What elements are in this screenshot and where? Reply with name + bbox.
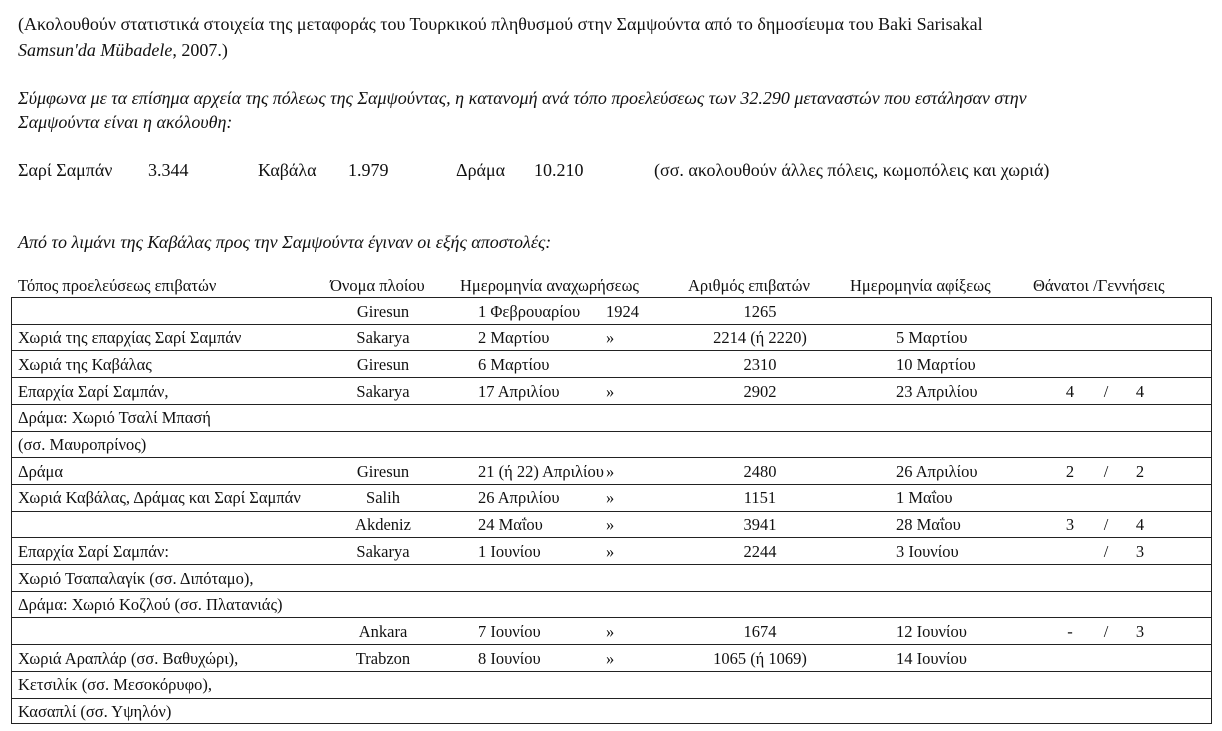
cell-origin: Χωριά της επαρχίας Σαρί Σαμπάν — [18, 328, 242, 348]
row-divider — [11, 350, 1212, 351]
cell-origin: Χωριά Καβάλας, Δράμας και Σαρί Σαμπάν — [18, 488, 301, 508]
cell-departure: 21 (ή 22) Απριλίου — [478, 461, 604, 481]
intro-line-1: (Ακολουθούν στατιστικά στοιχεία της μεταφοράς του Τουρκικού πληθυσμού στην Σαμψούντα από το δημοσίευμα του Baki Sarisakal — [18, 14, 983, 34]
cell-ship: Sakarya — [356, 381, 410, 401]
row-divider — [11, 457, 1212, 458]
publication-year: , 2007.) — [172, 40, 228, 60]
cell-ship: Giresun — [356, 301, 410, 321]
row-divider — [11, 564, 1212, 565]
stat-kavala-label: Καβάλα — [258, 160, 317, 180]
cell-passengers: 2310 — [743, 354, 777, 374]
cell-mark: » — [606, 541, 615, 561]
cell-passengers: 3941 — [743, 515, 777, 535]
stat-drama-value: 10.210 — [534, 160, 584, 180]
cell-passengers: 2480 — [743, 461, 777, 481]
cell-slash: / — [1103, 515, 1109, 535]
cell-departure: 1 Φεβρουαρίου — [478, 301, 581, 321]
cell-births: 3 — [1135, 621, 1145, 641]
cell-departure: 8 Ιουνίου — [478, 648, 541, 668]
cell-slash: / — [1103, 461, 1109, 481]
cell-ship: Giresun — [356, 461, 410, 481]
cell-departure: 6 Μαρτίου — [478, 354, 550, 374]
cell-arrival: 23 Απριλίου — [896, 381, 978, 401]
cell-origin: Δράμα: Χωριό Κοζλού (σσ. Πλατανιάς) — [18, 595, 283, 615]
row-divider — [11, 617, 1212, 618]
cell-ship: Trabzon — [355, 648, 411, 668]
cell-deaths: - — [1067, 621, 1073, 641]
cell-mark: » — [606, 461, 615, 481]
publication-title: Samsun'da Mübadele — [18, 40, 173, 60]
stat-sari-saban-label: Σαρί Σαμπάν — [18, 160, 113, 180]
cell-passengers: 1065 (ή 1069) — [713, 648, 807, 668]
cell-departure: 17 Απριλίου — [478, 381, 560, 401]
cell-origin: Δράμα — [18, 461, 63, 481]
cell-births: 4 — [1135, 381, 1145, 401]
cell-origin: Επαρχία Σαρί Σαμπάν: — [18, 541, 169, 561]
cell-arrival: 14 Ιουνίου — [896, 648, 967, 668]
cell-departure: 2 Μαρτίου — [478, 328, 550, 348]
cell-origin: Χωριά Αραπλάρ (σσ. Βαθυχώρι), — [18, 648, 239, 668]
cell-deaths: 3 — [1065, 515, 1075, 535]
intro-line-2 — [18, 38, 228, 62]
cell-origin: Κετσιλίκ (σσ. Μεσοκόρυφο), — [18, 675, 212, 695]
cell-passengers: 2244 — [743, 541, 777, 561]
cell-arrival: 26 Απριλίου — [896, 461, 978, 481]
stat-kavala-value: 1.979 — [348, 160, 389, 180]
cell-arrival: 28 Μαΐου — [896, 515, 961, 535]
stat-sari-saban-value: 3.344 — [148, 160, 189, 180]
stat-note: (σσ. ακολουθούν άλλες πόλεις, κωμοπόλεις και χωριά) — [654, 160, 1050, 180]
cell-mark: » — [606, 515, 615, 535]
row-divider — [11, 324, 1212, 325]
cell-origin: Δράμα: Χωριό Τσαλί Μπασή — [18, 408, 211, 428]
header-ship: Όνομα πλοίου — [330, 276, 425, 295]
distribution-line-1: Σύμφωνα με τα επίσημα αρχεία της πόλεως της Σαμψούντας, η κατανομή ανά τόπο προελεύσεως των 32.290 μεταναστών που εστάλησαν στην — [18, 88, 1027, 108]
cell-mark: » — [606, 328, 615, 348]
cell-origin: Κασαπλί (σσ. Υψηλόν) — [18, 702, 172, 721]
row-divider — [11, 591, 1212, 592]
stat-drama-label: Δράμα — [456, 160, 506, 180]
cell-mark: » — [606, 381, 615, 401]
cell-ship: Akdeniz — [355, 515, 411, 535]
cell-mark: » — [606, 488, 615, 508]
cell-mark: » — [606, 621, 615, 641]
cell-ship: Sakarya — [356, 328, 410, 348]
cell-births: 2 — [1135, 461, 1145, 481]
header-arrival: Ημερομηνία αφίξεως — [850, 276, 991, 295]
cell-ship: Ankara — [358, 621, 408, 641]
row-divider — [11, 377, 1212, 378]
cell-slash: / — [1103, 381, 1109, 401]
cell-arrival: 3 Ιουνίου — [896, 541, 959, 561]
cell-origin: Χωριό Τσαπαλαγίκ (σσ. Διπόταμο), — [18, 568, 254, 588]
cell-arrival: 10 Μαρτίου — [896, 354, 976, 374]
cell-passengers: 1265 — [743, 301, 777, 321]
row-divider — [11, 537, 1212, 538]
row-divider — [11, 698, 1212, 699]
cell-passengers: 1151 — [743, 488, 777, 508]
cell-departure: 7 Ιουνίου — [478, 621, 541, 641]
header-origin: Τόπος προελεύσεως επιβατών — [18, 276, 217, 295]
distribution-line-2: Σαμψούντα είναι η ακόλουθη: — [18, 112, 233, 132]
cell-mark: » — [606, 648, 615, 668]
cell-arrival: 12 Ιουνίου — [896, 621, 967, 641]
row-divider — [11, 644, 1212, 645]
row-divider — [11, 723, 1212, 724]
cell-arrival: 1 Μαΐου — [896, 488, 953, 508]
cell-ship: Giresun — [356, 354, 410, 374]
header-departure: Ημερομηνία αναχωρήσεως — [460, 276, 639, 295]
cell-slash: / — [1103, 621, 1109, 641]
row-divider — [11, 671, 1212, 672]
cell-slash: / — [1103, 541, 1109, 561]
cell-departure: 1 Ιουνίου — [478, 541, 541, 561]
cell-deaths: 4 — [1065, 381, 1075, 401]
cell-births: 3 — [1135, 541, 1145, 561]
cell-arrival: 5 Μαρτίου — [896, 328, 968, 348]
header-passengers: Αριθμός επιβατών — [688, 276, 810, 295]
row-divider — [11, 431, 1212, 432]
cell-passengers: 2902 — [743, 381, 777, 401]
cell-deaths: 2 — [1065, 461, 1075, 481]
cell-departure: 24 Μαΐου — [478, 515, 543, 535]
cell-departure: 26 Απριλίου — [478, 488, 560, 508]
cell-origin: (σσ. Μαυροπρίνος) — [18, 435, 147, 454]
cell-births: 4 — [1135, 515, 1145, 535]
table-top-border — [11, 297, 1212, 298]
row-divider — [11, 511, 1212, 512]
shipments-intro: Από το λιμάνι της Καβάλας προς την Σαμψούντα έγιναν οι εξής αποστολές: — [18, 232, 552, 252]
row-divider — [11, 484, 1212, 485]
cell-origin: Επαρχία Σαρί Σαμπάν, — [18, 381, 169, 401]
cell-mark: 1924 — [606, 301, 639, 321]
cell-ship: Salih — [366, 488, 400, 508]
cell-passengers: 1674 — [743, 621, 777, 641]
header-deaths-births: Θάνατοι /Γεννήσεις — [1033, 276, 1165, 295]
cell-passengers: 2214 (ή 2220) — [713, 328, 807, 348]
row-divider — [11, 404, 1212, 405]
cell-ship: Sakarya — [356, 541, 410, 561]
cell-origin: Χωριά της Καβάλας — [18, 354, 152, 374]
